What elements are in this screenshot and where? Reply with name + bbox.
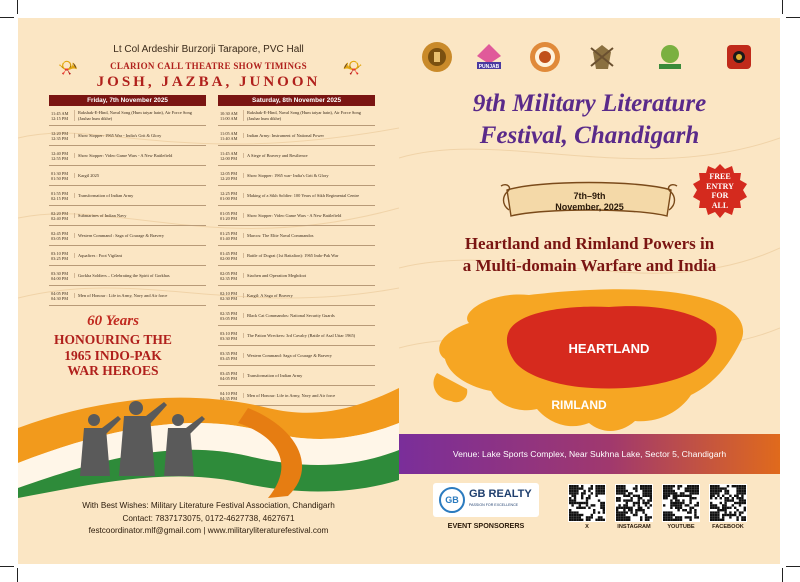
schedule-row [218,146,375,166]
qr-label: YOUTUBE [667,524,695,530]
show-timings-heading: CLARION CALL THEATRE SHOW TIMINGS [110,61,307,71]
qr-code-icon[interactable] [709,484,747,522]
schedule-time: 02:35 PM 03:05 PM [220,310,238,321]
schedule-row [49,126,206,146]
schedule-time: 04:10 PM 04:35 PM [220,390,238,401]
schedule-row [49,286,206,306]
festival-theme [399,233,780,277]
rimland-label: RIMLAND [551,398,607,412]
schedule-title: Transformation of Indian Army [243,373,375,378]
schedule-row [218,246,375,266]
venue-text: Venue: Lake Sports Complex, Near Sukhna Lake, Sector 5, Chandigarh [452,449,727,459]
free-entry-line: ENTRY [706,181,734,191]
partner-logos [399,42,780,76]
schedule-time: 11:45 AM 12:00 PM [220,150,238,161]
schedule-time: 04:05 PM 04:30 PM [51,290,69,301]
schedule-time: 02:10 PM 02:30 PM [220,290,238,301]
punjab-logo-text: PUNJAB [478,64,500,70]
schedule-row [218,226,375,246]
crop-mark [786,17,800,18]
qr-code-icon[interactable] [568,484,606,522]
free-entry-line: ALL [711,200,729,210]
schedule-title: Aquafires : Foot Vigilant [74,253,206,258]
crop-mark [17,0,18,14]
schedule-row [49,106,206,126]
schedule-time: 01:05 PM 01:20 PM [220,210,238,221]
schedule-title: Western Command: Saga of Courage & Bravery [243,353,375,358]
schedule-time: 11:05 AM 11:40 AM [220,130,238,141]
schedule-row [218,186,375,206]
punjab-logo [474,42,504,72]
schedule-row [218,266,375,286]
crop-mark [0,17,14,18]
trumpet-icon: 📯 [58,60,78,77]
crop-mark [17,568,18,582]
schedule-time: 02:05 PM 02:35 PM [220,270,238,281]
dates-month: November, 2025 [555,202,624,212]
schedule-title: Rakshak-E-Hind, Naval Song (Hum taiyar hain), Air Force Song (Jauhar hum dikhe) [243,110,375,121]
brochure-sheet [18,18,780,564]
crop-mark [786,566,800,567]
chandigarh-logo [530,42,560,72]
sponsor-tagline: PASSION FOR EXCELLENCE [469,503,519,507]
free-entry-line: FREE [709,172,731,181]
venue-banner [399,434,780,474]
schedule-title: Transformation of Indian Army [74,193,206,198]
schedule-title: Men of Honour : Life in Army, Navy and Air force [74,293,206,298]
right-panel [399,18,780,564]
schedule-row [49,146,206,166]
schedule-title: Show Stopper: Video Game Wars - A New Battlefield [243,213,375,218]
schedule-title: Black Cat Commandos: National Security Guards [243,313,375,318]
honouring-line: 1965 INDO-PAK [64,347,162,363]
contact-numbers: Contact: 7837173075, 0172-4627738, 4627671 [122,513,295,523]
sponsor-name: GB REALTY [469,488,532,500]
schedule-row [218,166,375,186]
schedule-title: Submarines of Indian Navy [74,213,206,218]
saturday-schedule [218,95,375,406]
left-panel [18,18,399,564]
schedule-row [49,266,206,286]
schedule-title: Kargil 2025 [74,173,206,178]
western-command-logo [727,45,751,69]
schedule-time: 02:20 PM 02:40 PM [51,210,69,221]
honouring-line: HONOURING THE [54,332,172,347]
schedule-title: Rakshak-E-Hind, Naval Song (Hum taiyar hain), Air Force Song (Jauhar hum dikhe) [74,110,206,121]
sponsor-logo-box [433,483,539,517]
schedule-row [49,246,206,266]
free-entry-line: FOR [711,191,729,200]
schedule-time: 11:45 AM 12:15 PM [51,110,69,121]
schedule-row [49,166,206,186]
saturday-heading: Saturday, 8th November 2025 [218,95,375,106]
qr-label: INSTAGRAM [617,524,651,530]
schedule-time: 03:10 PM 03:25 PM [51,250,69,261]
schedule-title: Siachen and Operation Meghdoot [243,273,375,278]
qr-label: FACEBOOK [712,524,744,530]
gb-realty-logo-icon: GB [439,487,465,513]
army-crest-logo [587,42,617,72]
schedule-time: 01:25 PM 01:40 PM [220,230,238,241]
schedule-row [218,346,375,366]
schedule-time: 01:55 PM 02:15 PM [51,190,69,201]
dates-range: 7th–9th [573,191,606,201]
honouring-line: WAR HEROES [67,363,159,378]
schedule-time: 01:30 PM 01:50 PM [51,170,69,181]
schedule-time: 12:25 PM 01:00 PM [220,190,238,201]
friday-heading: Friday, 7th November 2025 [49,95,206,106]
schedule-title: Gorkha Soldiers – Celebrating the Spirit of Gorkhas [74,273,206,278]
schedule-title: Marcos: The Elite Naval Commandos [243,233,375,238]
schedule-title: Kargil: A Saga of Bravery [243,293,375,298]
schedule-title: Making of a Sikh Soldier: 100 Years of Sikh Regimental Centre [243,193,375,198]
trumpet-icon: 📯 [343,60,363,77]
schedule-time: 03:10 PM 03:30 PM [220,330,238,341]
schedule-time: 12:40 PM 12:55 PM [51,150,69,161]
qr-label: X [585,524,589,530]
schedule-time: 03:35 PM 03:45 PM [220,350,238,361]
schedule-row [218,206,375,226]
crop-mark [782,568,783,582]
qr-code-icon[interactable] [662,484,700,522]
theme-line: a Multi-domain Warfare and India [462,256,717,275]
schedule-time: 01:45 PM 02:00 PM [220,250,238,261]
schedule-title: Western Command : Saga of Courage & Bravery [74,233,206,238]
flag-soldiers-illustration [18,368,399,498]
schedule-row [49,226,206,246]
qr-code-icon[interactable] [615,484,653,522]
schedule-time: 12:05 PM 12:20 PM [220,170,238,181]
title-line: 9th Military Literature [472,90,707,117]
schedule-time: 03:30 PM 04:00 PM [51,270,69,281]
schedule-title: Show Stopper: 1965 war- India's Grit & Glory [243,173,375,178]
schedule-time: 03:45 PM 04:05 PM [220,370,238,381]
schedule-title: The Patton Wreckers: 3rd Cavalry (Battle of Asal Uttar 1965) [243,333,375,338]
footer-credits [18,500,399,538]
hall-name: Lt Col Ardeshir Burzorji Tarapore, PVC Hall [113,44,304,55]
crop-mark [0,566,14,567]
festival-title [399,88,780,152]
theme-line: Heartland and Rimland Powers in [464,234,715,253]
email-website: festcoordinator.mlf@gmail.com | www.militaryliteraturefestival.com [88,526,329,535]
schedule-time: 12:20 PM 12:35 PM [51,130,69,141]
schedule-title: Battle of Dograi (1st Battalion): 1965 Indo-Pak War [243,253,375,258]
sponsor-label: EVENT SPONSORERS [447,521,525,530]
free-entry-text [692,172,748,210]
schedule-title: Show Stopper: Video Game Wars - A New Battlefield [74,153,206,158]
schedule-time: 10:30 AM 11:00 AM [220,110,238,121]
schedule-title: Men of Honour: Life in Army, Navy and Air force [243,393,375,398]
schedule-row [218,106,375,126]
emblem-logo [422,42,452,72]
schedule-title: Show Stopper: 1965 War - India's Grit & Glory [74,133,206,138]
schedule-row [218,326,375,346]
crop-mark [782,0,783,14]
schedule-row [218,286,375,306]
heartland-label: HEARTLAND [568,341,650,356]
sixty-years-label: 60 Years [87,313,139,329]
title-line: Festival, Chandigarh [479,122,700,149]
schedule-row [218,126,375,146]
schedule-row [49,206,206,226]
motto: JOSH, JAZBA, JUNOON [96,74,321,90]
schedule-row [218,306,375,326]
friday-schedule [49,95,206,306]
schedule-title: A Siege of Bravery and Resilience [243,153,375,158]
tourism-logo [655,42,685,72]
schedule-time: 02:45 PM 03:05 PM [51,230,69,241]
schedule-title: Indian Army: Instrument of National Power [243,133,375,138]
heartland-rimland-map [429,283,749,443]
schedule-row [49,186,206,206]
best-wishes: With Best Wishes: Military Literature Festival Association, Chandigarh [82,501,335,510]
